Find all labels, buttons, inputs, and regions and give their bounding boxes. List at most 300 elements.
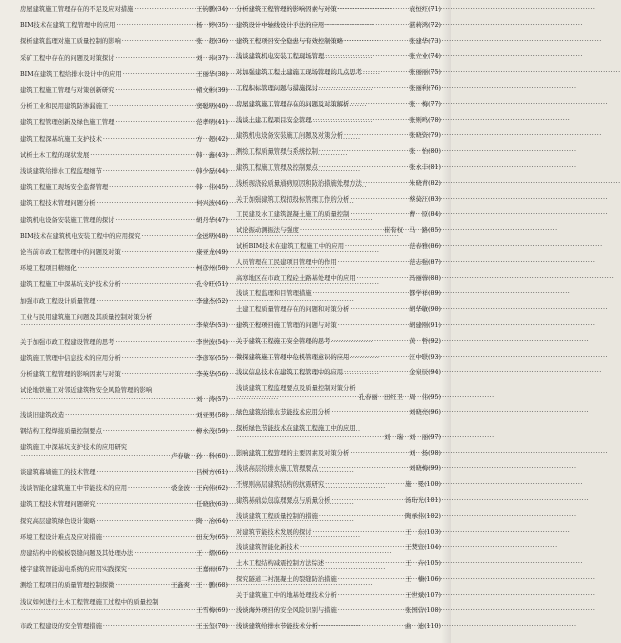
toc-entry-author-page: 王 东(103) <box>405 528 441 536</box>
toc-entry <box>20 217 228 226</box>
toc-entry <box>20 6 228 15</box>
toc-entry-author-page: 康亚龙(49) <box>196 249 228 257</box>
toc-entry-title: 测绘工程质量管理与系统控制 <box>236 148 318 156</box>
toc-leader-dots <box>102 534 196 543</box>
toc-entry <box>20 314 228 331</box>
toc-entry-title: 浅谈建筑工程质量控制的措施 <box>236 512 318 520</box>
toc-leader-dots <box>121 371 196 380</box>
toc-entry <box>20 233 228 242</box>
toc-right-column <box>236 6 441 632</box>
toc-entry-author-page: 范春雅(86) <box>409 242 441 250</box>
toc-entry <box>20 485 228 494</box>
toc-leader-dots <box>337 576 405 585</box>
toc-entry-author-page: 张丽丽(75) <box>409 69 441 77</box>
toc-leader-dots <box>20 396 196 405</box>
toc-leader-dots <box>324 53 409 62</box>
toc-leader-dots <box>318 513 405 522</box>
toc-entry-title: 建筑工程技术管理问题分析 <box>20 200 96 208</box>
toc-entry-author-page: 韩 伟(45) <box>196 184 228 192</box>
toc-entry-author-page: 王玉玺(70) <box>196 623 228 631</box>
toc-leader-dots <box>299 544 405 553</box>
toc-entry <box>236 354 441 363</box>
toc-entry-author-page: 王 卉(105) <box>405 560 441 568</box>
toc-entry-title: 浅谈高层给排水施工管理要点 <box>236 465 318 473</box>
toc-entry <box>236 369 441 378</box>
toc-entry <box>20 249 228 258</box>
toc-entry-author-page: 刘亚男(58) <box>196 411 228 419</box>
toc-entry-author-page: 张 梅(77) <box>409 100 441 108</box>
toc-entry-title: 绿色建筑给排水节能技术应用分析 <box>236 409 331 417</box>
toc-entry <box>236 465 441 474</box>
toc-leader-dots <box>343 369 409 378</box>
toc-entry-title: 建筑机电设备安装施工管理的探讨 <box>20 216 115 224</box>
toc-leader-dots <box>77 265 197 274</box>
toc-entry-title: 分析建筑工程管理的影响因素与对策 <box>20 370 121 378</box>
toc-entry-title: 楼宇建筑智能弱电系统的应用实践探究 <box>20 566 128 574</box>
toc-entry-title: 工民建及水工建筑混凝土施工的质量控制 <box>236 211 350 219</box>
toc-entry-author-page: 张 超(36) <box>196 38 228 46</box>
toc-entry-title: 浅谈海外项目的安全风险识别与措施 <box>236 607 337 615</box>
toc-entry-title: 浅谈土建工程项目安全管理 <box>236 116 312 124</box>
toc-entry-title: 土木工程结构减震控制方法综述 <box>236 560 325 568</box>
toc-entry-title: 浅谈建筑机电安装工程现场管理 <box>236 53 325 61</box>
toc-entry <box>236 322 441 331</box>
toc-entry <box>236 69 441 78</box>
toc-leader-dots <box>330 409 409 418</box>
toc-leader-dots <box>236 394 359 403</box>
toc-entry-author-page: 王 熠(66) <box>196 550 228 557</box>
toc-entry-author-page: 王焚宣(104) <box>405 544 441 552</box>
toc-entry-author-page: 湛莉鸿(72) <box>409 21 441 29</box>
toc-entry <box>20 518 228 527</box>
toc-entry-author-page: 朱晓青(82) <box>409 179 441 187</box>
toc-entry-title: 谈建筑幕墙施工的技术管理 <box>20 468 96 476</box>
toc-leader-dots <box>299 227 384 236</box>
toc-entry <box>20 168 228 177</box>
toc-left-column <box>20 6 228 632</box>
toc-leader-dots <box>330 497 405 506</box>
toc-entry-title: 关于加强建筑工程招投标管理工作的分析 <box>236 195 350 203</box>
toc-entry-title: 建筑工程管理创新及绿色施工管理 <box>20 119 115 127</box>
toc-entry-title: BIM在建筑工程给排水设计中的应用 <box>20 70 122 78</box>
toc-entry-title: 建筑施工管理中信息技术的应用分析 <box>20 354 121 362</box>
toc-leader-dots <box>318 85 409 94</box>
toc-leader-dots <box>337 322 409 331</box>
toc-entry-title: BIM技术在建筑工程管理中的应用 <box>20 22 116 30</box>
toc-entry <box>20 339 228 348</box>
toc-entry-author-page: 王丽华(38) <box>196 70 228 78</box>
toc-entry-author-page: 李彦军(55) <box>196 354 228 362</box>
toc-leader-dots <box>96 518 197 527</box>
toc-entry <box>20 184 228 193</box>
toc-entry-author-page: 刘 玮(37) <box>196 54 228 62</box>
toc-entry <box>236 560 441 569</box>
toc-entry <box>236 6 441 15</box>
toc-leader-dots <box>349 196 409 205</box>
toc-entry-title: 对建筑节能技术发展的探讨 <box>236 528 312 536</box>
toc-entry <box>20 55 228 64</box>
toc-entry-title: 采矿工程中存在的问题及对策探讨 <box>20 54 115 62</box>
toc-entry-title: 浅议信息技术在建筑工程管理中的应用 <box>236 369 344 377</box>
toc-entry <box>20 281 228 290</box>
toc-entry-title: 浅议如何进行土木工程管理施工过程中的质量控制 <box>20 598 159 606</box>
toc-entry <box>236 117 441 126</box>
toc-entry-author-page: 汤珩光(101) <box>405 496 441 504</box>
toc-entry-author-page: 蔡莫江(83) <box>409 195 441 203</box>
toc-entry <box>20 87 228 96</box>
toc-entry <box>236 211 441 220</box>
toc-entry-title: 关于建筑施工中的地基处理技术分析 <box>236 591 337 599</box>
toc-entry-title: 加强市政工程设计质量管理 <box>20 297 96 305</box>
toc-leader-dots <box>114 217 196 226</box>
toc-entry <box>20 152 228 161</box>
toc-entry-title: 试论地铁施工对邻近建筑物安全风险管理的影响 <box>20 387 153 395</box>
toc-leader-dots <box>96 298 197 307</box>
toc-leader-dots <box>324 560 405 569</box>
toc-entry-author-page: 柯彦州(50) <box>196 265 228 273</box>
toc-leader-dots <box>64 412 196 421</box>
toc-entry-title: 建筑工程深基坑施工支护技术 <box>20 135 102 143</box>
toc-entry-title: 关于加强市政工程建设管理的思考 <box>20 338 115 346</box>
toc-entry-title: 钢结构工程焊接质量控制要点 <box>20 428 102 436</box>
toc-entry-title: 建筑工程施工现场安全监督管理 <box>20 184 109 192</box>
toc-leader-dots <box>337 607 405 616</box>
toc-entry-title: 浅谈旧建筑改造 <box>20 411 65 419</box>
toc-entry-author-page: 柳永茂(59) <box>196 428 228 436</box>
toc-entry <box>20 265 228 274</box>
toc-leader-dots <box>121 355 196 364</box>
toc-entry <box>20 200 228 209</box>
toc-entry-title: 建筑设计中轴线设计手法的应用 <box>236 21 325 29</box>
toc-entry-title: 建筑工程施工中深基坑支护技术分析 <box>20 281 121 289</box>
toc-leader-dots <box>349 306 409 315</box>
toc-entry-title: 工程积标管理问题与措施探讨 <box>236 84 318 92</box>
toc-leader-dots <box>343 132 409 141</box>
toc-entry <box>20 566 228 575</box>
toc-entry-title: BIM技术在建筑机电安装工程中的应用探究 <box>20 232 141 240</box>
toc-entry-title: 环境工程设计难点及应对措施 <box>20 533 102 541</box>
toc-entry-author-page: 窦聪明(40) <box>196 103 228 111</box>
toc-entry-title: 房屋建筑施工管理存在的不足及应对措施 <box>20 6 134 13</box>
toc-entry-author-page: 裘金波 王向伟(62) <box>170 485 228 493</box>
toc-entry-title: 探究高层建筑绿色设计策略 <box>20 517 96 525</box>
toc-entry-author-page: 李英华(56) <box>196 370 228 378</box>
toc-entry-author-page: 李荣华(53) <box>196 322 228 330</box>
toc-entry-author-page: 王雪梅(69) <box>196 607 228 615</box>
toc-entry-author-page: 王 楠(106) <box>405 575 441 583</box>
toc-entry-title: 对加强建筑工程土建施工现场管理的几点思考 <box>236 69 362 77</box>
toc-entry-author-page: 王鑫爽 王 鹏(68) <box>170 582 228 590</box>
toc-leader-dots <box>102 623 196 632</box>
toc-entry-author-page: 孔令旺(51) <box>196 281 228 289</box>
toc-leader-dots <box>312 529 406 538</box>
toc-entry-title: 影响建筑工程管理的主要因素及对策分析 <box>236 449 350 457</box>
toc-entry-author-page: 张则鸣(78) <box>409 116 441 124</box>
toc-entry <box>236 132 441 141</box>
toc-entry-author-page: 刘 涛(57) <box>196 395 228 403</box>
toc-entry <box>236 101 441 110</box>
toc-entry-author-page: 张丽利(76) <box>409 84 441 92</box>
toc-leader-dots <box>127 485 171 494</box>
toc-entry-author-page: 刘 瑞 刘 丽(97) <box>383 433 441 441</box>
toc-entry-author-page: 韩 鑫(43) <box>196 151 228 159</box>
toc-entry-author-page: 王世斌(107) <box>405 591 441 599</box>
toc-entry-author-page: 孔春丽 田红卫 周 伟(95) <box>358 393 441 401</box>
toc-entry <box>236 385 441 402</box>
toc-leader-dots <box>127 566 196 575</box>
toc-leader-dots <box>330 338 409 347</box>
toc-leader-dots <box>96 200 197 209</box>
toc-leader-dots <box>96 501 197 510</box>
toc-entry-title: 浅谈工程监理和目管理措施 <box>236 290 312 298</box>
toc-entry <box>20 371 228 380</box>
toc-entry <box>236 53 441 62</box>
toc-entry-title: 探究隧道二衬混凝土的裂缝防治措施 <box>236 575 337 583</box>
toc-entry <box>20 103 228 112</box>
toc-entry-title: 建筑工程项目施工管理的问题与对策 <box>236 321 337 329</box>
toc-entry-author-page: 江中联(93) <box>409 353 441 361</box>
toc-entry-title: 关于建筑工程施工安全管理的思考 <box>236 337 331 345</box>
toc-leader-dots <box>236 434 384 443</box>
toc-entry-title: 建筑基础总包监理要点与质量分析 <box>236 496 331 504</box>
toc-entry <box>20 412 228 421</box>
toc-entry-author-page: 张永丰(81) <box>409 163 441 171</box>
toc-leader-dots <box>114 87 196 96</box>
toc-leader-dots <box>337 259 409 268</box>
toc-entry <box>236 592 441 601</box>
toc-entry-author-page: 施 冕(100) <box>405 481 441 489</box>
toc-entry <box>236 576 441 585</box>
toc-entry <box>236 607 441 616</box>
toc-entry-author-page: 陶 冶(64) <box>196 517 228 525</box>
toc-entry <box>20 38 228 47</box>
toc-leader-dots <box>121 281 196 290</box>
toc-entry-author-page: 袁恒红(71) <box>409 6 441 13</box>
toc-leader-dots <box>324 481 405 490</box>
toc-entry-title: 不规则高层建筑结构的抗震研究 <box>236 481 325 489</box>
toc-leader-dots <box>318 465 409 474</box>
toc-entry <box>236 544 441 553</box>
toc-leader-dots <box>115 22 196 31</box>
toc-entry <box>236 481 441 490</box>
toc-entry-author-page: 褚文彬(39) <box>196 87 228 95</box>
toc-entry-author-page: 任晓欣(63) <box>196 501 228 509</box>
toc-entry <box>20 469 228 478</box>
toc-leader-dots <box>318 164 409 173</box>
toc-entry-author-page: 曲 迪(110) <box>405 623 441 631</box>
toc-entry <box>236 259 441 268</box>
toc-entry-title: 论当前市政工程管理中的问题及对策 <box>20 249 121 257</box>
toc-leader-dots <box>141 233 197 242</box>
toc-entry <box>20 444 228 461</box>
toc-entry <box>236 529 441 538</box>
toc-leader-dots <box>20 322 196 331</box>
toc-leader-dots <box>356 275 410 284</box>
toc-leader-dots <box>318 623 405 632</box>
toc-entry-title: 微探建筑施工管理中危机管理意识的应用 <box>236 353 350 361</box>
toc-leader-dots <box>108 103 196 112</box>
toc-entry <box>20 119 228 128</box>
toc-entry-author-page: 冯丽蓉(88) <box>409 274 441 282</box>
toc-entry-title: 建筑工程施工管理及控制要点 <box>236 163 318 171</box>
toc-entry-author-page: 胡华敏(90) <box>409 306 441 314</box>
toc-entry <box>236 513 441 522</box>
toc-entry-title: 浅谈建筑工程监理要点及质量控制对策分析 <box>236 385 356 393</box>
toc-entry <box>236 290 441 299</box>
toc-entry-author-page: 王嘉雨(67) <box>196 566 228 574</box>
toc-entry-title: 土建工程质量管理存在的问题和对策分析 <box>236 306 350 314</box>
toc-leader-dots <box>20 607 196 616</box>
toc-leader-dots <box>102 136 196 145</box>
toc-entry-title: 分析建筑工程管理的影响因素与对策 <box>236 6 337 13</box>
toc-leader-dots <box>114 119 196 128</box>
toc-leader-dots <box>362 180 409 189</box>
toc-leader-dots <box>343 38 409 47</box>
toc-entry-author-page: 胡建刚(91) <box>409 321 441 329</box>
toc-leader-dots <box>133 550 196 559</box>
toc-entry <box>236 409 441 418</box>
toc-entry <box>236 450 441 459</box>
toc-leader-dots <box>362 69 409 78</box>
toc-leader-dots <box>122 71 196 80</box>
toc-entry-title: 浅谈建筑给排水工程监理细节 <box>20 168 102 176</box>
toc-entry-author-page: 范孝明(41) <box>196 119 228 127</box>
toc-entry-author-page: 张国营(108) <box>405 607 441 615</box>
toc-leader-dots <box>102 168 196 177</box>
toc-entry-author-page: 陶承伟(102) <box>405 512 441 520</box>
toc-entry <box>236 227 441 236</box>
toc-leader-dots <box>133 6 196 15</box>
toc-leader-dots <box>89 152 196 161</box>
toc-entry-author-page: 王钧鹏(34) <box>196 6 228 13</box>
toc-entry <box>236 196 441 205</box>
toc-entry-title: 环境工程项目精细化 <box>20 265 77 273</box>
toc-entry-title: 分析工业和民用建筑防渗漏施工 <box>20 103 109 111</box>
toc-leader-dots <box>312 290 410 299</box>
toc-entry <box>236 38 441 47</box>
toc-entry-author-page: 何兴波(46) <box>196 200 228 208</box>
toc-entry-author-page: 胡月华(47) <box>196 216 228 224</box>
toc-leader-dots <box>102 428 196 437</box>
toc-entry-title: 建筑工程施工管理与对策创新研究 <box>20 87 115 95</box>
toc-entry-title: 试论振动测振法与强度 <box>236 227 299 235</box>
toc-entry <box>20 534 228 543</box>
toc-entry-title: 市政工程建设的安全管理措施 <box>20 623 102 631</box>
toc-leader-dots <box>318 148 409 157</box>
toc-entry-author-page: 张 怡(80) <box>409 148 441 156</box>
toc-entry-author-page: 方 超(42) <box>196 135 228 143</box>
toc-leader-dots <box>96 469 197 478</box>
toc-entry-title: 浅谈智能化建筑施工中节能技术的应用 <box>20 485 128 493</box>
toc-entry-title: 试析土木工程的现状发展 <box>20 151 90 159</box>
toc-leader-dots <box>114 339 196 348</box>
toc-entry-title: 浅谈建筑给排水节能技术分析 <box>236 623 318 631</box>
toc-entry <box>236 338 441 347</box>
toc-entry <box>20 501 228 510</box>
toc-entry <box>20 71 228 80</box>
toc-entry-author-page: 张立业(74) <box>409 53 441 61</box>
toc-leader-dots <box>121 38 196 47</box>
toc-entry-author-page: 刘 扬(98) <box>409 449 441 457</box>
toc-entry-author-page: 曹 原(84) <box>409 211 441 219</box>
toc-entry-author-page: 吕树方(61) <box>196 468 228 476</box>
toc-entry-title: 高寒地区在市政工程砼土路基处理中的应用 <box>236 274 356 282</box>
toc-leader-dots <box>114 582 171 591</box>
toc-entry-title: 建筑工程项目安全隐患与有效控制策略 <box>236 37 344 45</box>
toc-entry-author-page: 张晓资(79) <box>409 132 441 140</box>
toc-entry-author-page: 黄 哲(92) <box>409 337 441 345</box>
toc-entry-author-page: 刘晓亮(96) <box>409 409 441 417</box>
toc-entry <box>236 306 441 315</box>
toc-entry-author-page: 田友为(65) <box>196 533 228 541</box>
toc-entry <box>236 275 441 284</box>
toc-entry-author-page: 崔有权 马 路(85) <box>383 227 441 235</box>
toc-entry-title: 房建结构中的模板裂缝问题及其处理办法 <box>20 550 134 557</box>
toc-leader-dots <box>337 6 409 15</box>
toc-entry <box>20 355 228 364</box>
toc-entry-title: 测绘工程项目的质量管理控制探微 <box>20 582 115 590</box>
toc-entry <box>20 136 228 145</box>
toc-entry <box>236 623 441 632</box>
toc-entry-author-page: 都学祥(89) <box>409 290 441 298</box>
toc-entry <box>20 298 228 307</box>
toc-entry-title: 工业与民用建筑施工问题及其质量控制对策分析 <box>20 313 153 321</box>
toc-entry <box>236 85 441 94</box>
toc-entry <box>20 599 228 616</box>
toc-leader-dots <box>121 249 196 258</box>
toc-leader-dots <box>20 453 171 462</box>
toc-entry-title: 试析BIM技术在建筑工程施工中的应用 <box>236 242 345 250</box>
toc-leader-dots <box>324 22 409 31</box>
toc-leader-dots <box>349 211 409 220</box>
toc-entry-author-page: 范志强(87) <box>409 258 441 266</box>
toc-entry-title: 建筑机电设备安装施工问题及对策分析 <box>236 132 344 140</box>
toc-entry <box>236 148 441 157</box>
toc-leader-dots <box>344 243 409 252</box>
toc-entry-author-page: 金泉辰(94) <box>409 369 441 377</box>
toc-entry-author-page: 李建杰(52) <box>196 297 228 305</box>
toc-leader-dots <box>108 184 196 193</box>
toc-entry-author-page: 杨 婷(35) <box>196 22 228 30</box>
toc-entry <box>20 550 228 559</box>
toc-entry <box>20 582 228 591</box>
toc-entry-title: 人员管理在工民建项目管理中的作用 <box>236 258 337 266</box>
toc-leader-dots <box>114 55 196 64</box>
toc-leader-dots <box>349 101 409 110</box>
toc-entry-title: 浅谈建筑智能化新技术 <box>236 544 299 552</box>
toc-entry <box>20 387 228 404</box>
toc-entry-author-page: 金远明(48) <box>196 232 228 240</box>
toc-leader-dots <box>312 117 410 126</box>
toc-entry-author-page: 刘晓梅(99) <box>409 465 441 473</box>
toc-entry-title: 探析建筑监理对施工质量控制的影响 <box>20 38 121 46</box>
toc-entry-title: 房屋建筑施工管理存在的问题及对策解析 <box>236 100 350 108</box>
toc-entry-author-page: 李世波(54) <box>196 338 228 346</box>
toc-leader-dots <box>337 592 405 601</box>
toc-entry <box>236 22 441 31</box>
toc-leader-dots <box>349 450 409 459</box>
toc-entry-author-page: 卢春敏 孙 科(60) <box>170 452 228 460</box>
toc-entry <box>20 22 228 31</box>
toc-entry-author-page: 张建华(73) <box>409 37 441 45</box>
toc-entry <box>236 425 441 442</box>
toc-entry <box>236 164 441 173</box>
toc-entry-title: 探析绿色节能技术在建筑工程施工中的应用 <box>236 425 356 433</box>
toc-entry <box>236 180 441 189</box>
toc-entry <box>20 623 228 632</box>
toc-entry-title: 建筑工程技术管理问题研究 <box>20 501 96 509</box>
toc-entry <box>236 497 441 506</box>
